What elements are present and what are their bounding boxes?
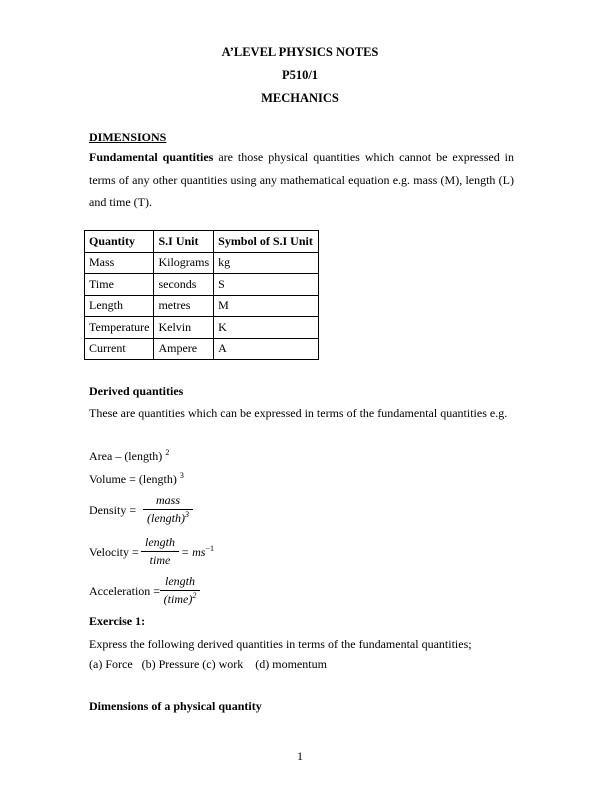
table-cell: Length — [85, 295, 154, 317]
table-row — [85, 274, 319, 296]
area-exponent: 2 — [165, 448, 170, 457]
velocity-result — [181, 545, 214, 560]
table-header-cell: Quantity — [85, 231, 154, 253]
table-cell: Kilograms — [154, 252, 214, 274]
derived-intro: These are quantities which can be expressed in terms of the fundamental quantities e.g. — [89, 406, 508, 420]
table-header-cell: Symbol of S.I Unit — [214, 231, 319, 253]
doc-title: A’LEVEL PHYSICS NOTES — [221, 45, 379, 59]
fundamental-quantities-paragraph — [89, 146, 514, 214]
term-fundamental-quantities: Fundamental quantities — [89, 150, 214, 164]
exercise-heading: Exercise 1: — [89, 614, 146, 628]
volume-formula — [89, 472, 184, 487]
acceleration-fraction — [160, 574, 200, 607]
velocity-label: Velocity = — [89, 545, 139, 559]
table-cell: kg — [214, 252, 319, 274]
exercise-items: (a) Force (b) Pressure (c) work (d) momentum — [89, 657, 327, 671]
subject-title: MECHANICS — [261, 91, 339, 105]
density-denominator — [143, 511, 193, 526]
section-heading-dimensions: DIMENSIONS — [89, 130, 167, 144]
acceleration-denominator-text: (time) — [163, 592, 193, 606]
table-row — [85, 317, 319, 339]
table-cell: S — [214, 274, 319, 296]
velocity-units: = ms — [181, 545, 206, 559]
table-cell: Temperature — [85, 317, 154, 339]
acceleration-denominator-exponent: 2 — [192, 591, 197, 600]
table-header-row — [85, 231, 319, 253]
acceleration-label: Acceleration = — [89, 584, 161, 598]
density-fraction — [143, 493, 193, 526]
density-denominator-text: (length) — [147, 511, 185, 525]
exercise-instruction: Express the following derived quantities in terms of the fundamental quantities; — [89, 637, 472, 651]
course-code: P510/1 — [281, 68, 319, 82]
section-heading-derived: Derived quantities — [89, 384, 184, 398]
table-cell: Mass — [85, 252, 154, 274]
table-row — [85, 295, 319, 317]
volume-label: Volume = (length) — [89, 472, 177, 486]
table-cell: Time — [85, 274, 154, 296]
velocity-denominator: time — [149, 553, 171, 567]
table-cell: seconds — [154, 274, 214, 296]
fundamental-definition: are those physical quantities which cannot be expressed in terms of any other quantities using any mathematical equation e.g. mass (M), length (L) and time (T). — [89, 150, 515, 209]
velocity-fraction — [141, 535, 179, 568]
table-cell: Ampere — [154, 338, 214, 360]
acceleration-numerator: length — [165, 574, 195, 588]
table-row — [85, 338, 319, 360]
page-number: 1 — [297, 749, 303, 763]
velocity-numerator: length — [145, 535, 175, 549]
density-denominator-exponent: 3 — [185, 510, 189, 519]
density-label: Density = — [89, 503, 137, 517]
table-cell: M — [214, 295, 319, 317]
si-units-table — [84, 230, 319, 360]
density-numerator: mass — [155, 493, 180, 507]
table-cell: Kelvin — [154, 317, 214, 339]
table-cell: Current — [85, 338, 154, 360]
area-formula — [89, 449, 169, 464]
table-cell: K — [214, 317, 319, 339]
table-cell: A — [214, 338, 319, 360]
fraction-bar — [141, 551, 179, 552]
velocity-units-exponent: −1 — [205, 544, 214, 553]
table-row — [85, 252, 319, 274]
acceleration-denominator — [160, 592, 200, 607]
table-header-cell: S.I Unit — [154, 231, 214, 253]
area-label: Area – (length) — [89, 449, 163, 463]
table-cell: metres — [154, 295, 214, 317]
dimensions-physical-quantity-heading: Dimensions of a physical quantity — [89, 699, 262, 713]
volume-exponent: 3 — [179, 471, 184, 480]
